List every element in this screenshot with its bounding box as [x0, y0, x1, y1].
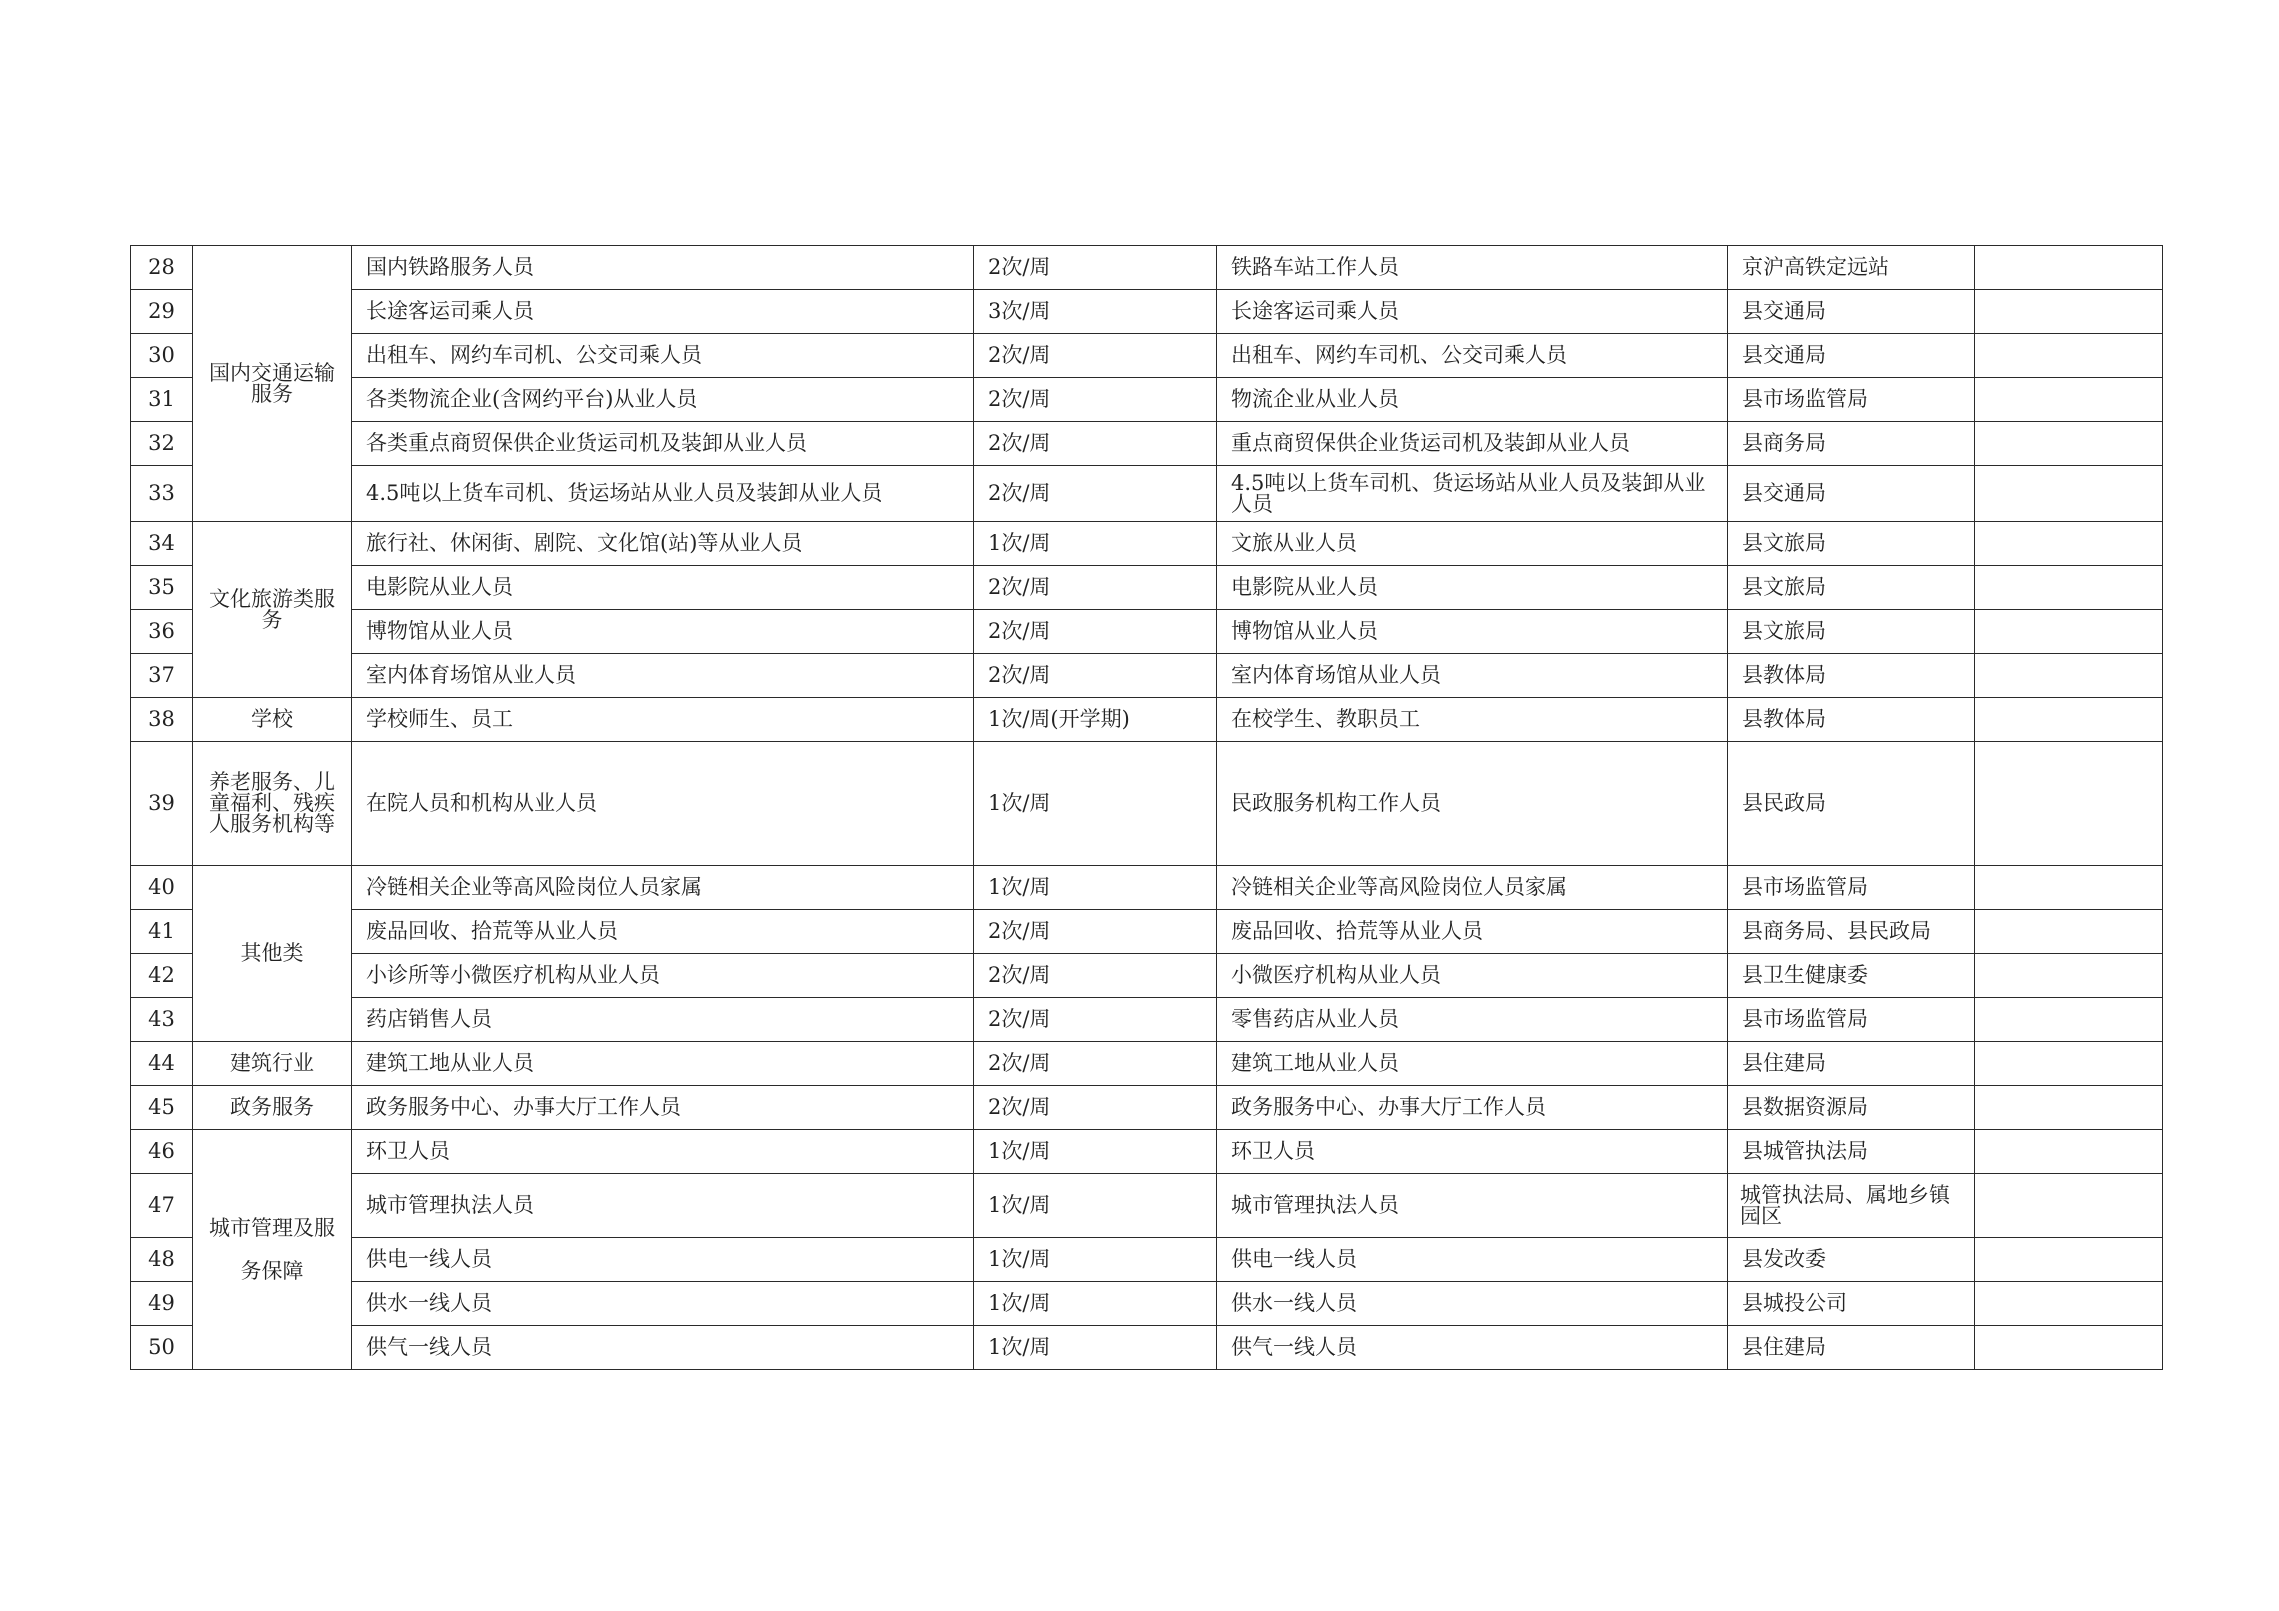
frequency-cell: 2次/周: [974, 1086, 1217, 1130]
target-cell: 在校学生、教职员工: [1217, 698, 1728, 742]
personnel-cell: 供水一线人员: [352, 1282, 974, 1326]
row-number: 30: [131, 334, 193, 378]
personnel-cell: 电影院从业人员: [352, 566, 974, 610]
note-cell: [1975, 1238, 2163, 1282]
category-cell: 城市管理及服务保障: [193, 1130, 352, 1370]
table-row: [131, 1130, 2163, 1174]
department-cell: 县商务局: [1728, 422, 1975, 466]
target-cell: 电影院从业人员: [1217, 566, 1728, 610]
target-cell: 零售药店从业人员: [1217, 998, 1728, 1042]
category-cell: 国内交通运输服务: [193, 246, 352, 522]
personnel-cell: 长途客运司乘人员: [352, 290, 974, 334]
personnel-cell: 城市管理执法人员: [352, 1174, 974, 1238]
table-row: [131, 246, 2163, 290]
row-number: 37: [131, 654, 193, 698]
category-cell: 其他类: [193, 866, 352, 1042]
department-cell: 县住建局: [1728, 1042, 1975, 1086]
target-cell: 环卫人员: [1217, 1130, 1728, 1174]
target-cell: 铁路车站工作人员: [1217, 246, 1728, 290]
table-row: [131, 1282, 2163, 1326]
table-row: [131, 654, 2163, 698]
department-cell: 县教体局: [1728, 698, 1975, 742]
department-cell: 县教体局: [1728, 654, 1975, 698]
frequency-cell: 2次/周: [974, 610, 1217, 654]
row-number: 45: [131, 1086, 193, 1130]
frequency-cell: 2次/周: [974, 334, 1217, 378]
note-cell: [1975, 466, 2163, 522]
frequency-cell: 1次/周: [974, 866, 1217, 910]
personnel-cell: 环卫人员: [352, 1130, 974, 1174]
target-cell: 民政服务机构工作人员: [1217, 742, 1728, 866]
frequency-cell: 1次/周: [974, 1174, 1217, 1238]
target-cell: 博物馆从业人员: [1217, 610, 1728, 654]
row-number: 32: [131, 422, 193, 466]
department-cell: 县民政局: [1728, 742, 1975, 866]
note-cell: [1975, 954, 2163, 998]
frequency-cell: 1次/周: [974, 1130, 1217, 1174]
personnel-cell: 室内体育场馆从业人员: [352, 654, 974, 698]
table-row: [131, 998, 2163, 1042]
note-cell: [1975, 910, 2163, 954]
department-cell: 县城投公司: [1728, 1282, 1975, 1326]
table-row: [131, 422, 2163, 466]
department-cell: 县住建局: [1728, 1326, 1975, 1370]
table-row: [131, 698, 2163, 742]
frequency-cell: 1次/周: [974, 1326, 1217, 1370]
table-row: [131, 1174, 2163, 1238]
table-row: [131, 866, 2163, 910]
note-cell: [1975, 334, 2163, 378]
frequency-cell: 2次/周: [974, 954, 1217, 998]
personnel-cell: 各类重点商贸保供企业货运司机及装卸从业人员: [352, 422, 974, 466]
department-cell: 县商务局、县民政局: [1728, 910, 1975, 954]
department-cell: 县市场监管局: [1728, 998, 1975, 1042]
table-row: [131, 378, 2163, 422]
personnel-cell: 学校师生、员工: [352, 698, 974, 742]
personnel-cell: 博物馆从业人员: [352, 610, 974, 654]
personnel-cell: 小诊所等小微医疗机构从业人员: [352, 954, 974, 998]
row-number: 31: [131, 378, 193, 422]
note-cell: [1975, 1086, 2163, 1130]
note-cell: [1975, 422, 2163, 466]
table-row: [131, 1326, 2163, 1370]
table-row: [131, 566, 2163, 610]
personnel-cell: 建筑工地从业人员: [352, 1042, 974, 1086]
target-cell: 供水一线人员: [1217, 1282, 1728, 1326]
table-row: [131, 1238, 2163, 1282]
note-cell: [1975, 1130, 2163, 1174]
table-row: [131, 742, 2163, 866]
department-cell: 县卫生健康委: [1728, 954, 1975, 998]
row-number: 28: [131, 246, 193, 290]
category-cell: 政务服务: [193, 1086, 352, 1130]
target-cell: 物流企业从业人员: [1217, 378, 1728, 422]
frequency-cell: 2次/周: [974, 422, 1217, 466]
category-cell: 文化旅游类服务: [193, 522, 352, 698]
category-cell: 学校: [193, 698, 352, 742]
frequency-cell: 2次/周: [974, 1042, 1217, 1086]
department-cell: 县城管执法局: [1728, 1130, 1975, 1174]
target-cell: 冷链相关企业等高风险岗位人员家属: [1217, 866, 1728, 910]
personnel-cell: 供电一线人员: [352, 1238, 974, 1282]
note-cell: [1975, 522, 2163, 566]
note-cell: [1975, 1282, 2163, 1326]
personnel-cell: 4.5吨以上货车司机、货运场站从业人员及装卸从业人员: [352, 466, 974, 522]
personnel-cell: 在院人员和机构从业人员: [352, 742, 974, 866]
frequency-cell: 1次/周: [974, 522, 1217, 566]
table-row: [131, 910, 2163, 954]
frequency-cell: 2次/周: [974, 466, 1217, 522]
target-cell: 4.5吨以上货车司机、货运场站从业人员及装卸从业人员: [1217, 466, 1728, 522]
note-cell: [1975, 610, 2163, 654]
frequency-cell: 1次/周: [974, 1238, 1217, 1282]
row-number: 39: [131, 742, 193, 866]
target-cell: 出租车、网约车司机、公交司乘人员: [1217, 334, 1728, 378]
note-cell: [1975, 698, 2163, 742]
row-number: 34: [131, 522, 193, 566]
table-row: [131, 1086, 2163, 1130]
target-cell: 供气一线人员: [1217, 1326, 1728, 1370]
note-cell: [1975, 742, 2163, 866]
note-cell: [1975, 290, 2163, 334]
screening-table: [130, 245, 2163, 1370]
table-row: [131, 1042, 2163, 1086]
note-cell: [1975, 866, 2163, 910]
department-cell: 县交通局: [1728, 466, 1975, 522]
personnel-cell: 国内铁路服务人员: [352, 246, 974, 290]
personnel-cell: 出租车、网约车司机、公交司乘人员: [352, 334, 974, 378]
category-cell: 养老服务、儿童福利、残疾人服务机构等: [193, 742, 352, 866]
frequency-cell: 1次/周: [974, 742, 1217, 866]
target-cell: 长途客运司乘人员: [1217, 290, 1728, 334]
row-number: 38: [131, 698, 193, 742]
frequency-cell: 2次/周: [974, 910, 1217, 954]
department-cell: 县发改委: [1728, 1238, 1975, 1282]
row-number: 35: [131, 566, 193, 610]
row-number: 49: [131, 1282, 193, 1326]
personnel-cell: 旅行社、休闲街、剧院、文化馆(站)等从业人员: [352, 522, 974, 566]
row-number: 33: [131, 466, 193, 522]
department-cell: 县市场监管局: [1728, 378, 1975, 422]
row-number: 46: [131, 1130, 193, 1174]
frequency-cell: 2次/周: [974, 654, 1217, 698]
table-row: [131, 522, 2163, 566]
department-cell: 京沪高铁定远站: [1728, 246, 1975, 290]
note-cell: [1975, 1042, 2163, 1086]
frequency-cell: 1次/周: [974, 1282, 1217, 1326]
note-cell: [1975, 1174, 2163, 1238]
table-row: [131, 466, 2163, 522]
row-number: 48: [131, 1238, 193, 1282]
personnel-cell: 冷链相关企业等高风险岗位人员家属: [352, 866, 974, 910]
table-row: [131, 290, 2163, 334]
department-cell: 县交通局: [1728, 290, 1975, 334]
target-cell: 重点商贸保供企业货运司机及装卸从业人员: [1217, 422, 1728, 466]
personnel-cell: 废品回收、拾荒等从业人员: [352, 910, 974, 954]
row-number: 29: [131, 290, 193, 334]
table-row: [131, 954, 2163, 998]
target-cell: 城市管理执法人员: [1217, 1174, 1728, 1238]
department-cell: 县市场监管局: [1728, 866, 1975, 910]
row-number: 36: [131, 610, 193, 654]
frequency-cell: 2次/周: [974, 998, 1217, 1042]
frequency-cell: 2次/周: [974, 246, 1217, 290]
note-cell: [1975, 246, 2163, 290]
category-cell: 建筑行业: [193, 1042, 352, 1086]
note-cell: [1975, 378, 2163, 422]
department-cell: 县文旅局: [1728, 522, 1975, 566]
row-number: 44: [131, 1042, 193, 1086]
table-row: [131, 610, 2163, 654]
frequency-cell: 3次/周: [974, 290, 1217, 334]
department-cell: 县数据资源局: [1728, 1086, 1975, 1130]
personnel-cell: 政务服务中心、办事大厅工作人员: [352, 1086, 974, 1130]
note-cell: [1975, 566, 2163, 610]
row-number: 42: [131, 954, 193, 998]
frequency-cell: 1次/周(开学期): [974, 698, 1217, 742]
department-cell: 县交通局: [1728, 334, 1975, 378]
note-cell: [1975, 1326, 2163, 1370]
row-number: 50: [131, 1326, 193, 1370]
note-cell: [1975, 998, 2163, 1042]
department-cell: 县文旅局: [1728, 610, 1975, 654]
row-number: 40: [131, 866, 193, 910]
target-cell: 文旅从业人员: [1217, 522, 1728, 566]
personnel-cell: 供气一线人员: [352, 1326, 974, 1370]
personnel-cell: 各类物流企业(含网约平台)从业人员: [352, 378, 974, 422]
table-row: [131, 334, 2163, 378]
target-cell: 供电一线人员: [1217, 1238, 1728, 1282]
department-cell: 城管执法局、属地乡镇园区: [1728, 1174, 1975, 1238]
department-cell: 县文旅局: [1728, 566, 1975, 610]
target-cell: 室内体育场馆从业人员: [1217, 654, 1728, 698]
personnel-cell: 药店销售人员: [352, 998, 974, 1042]
row-number: 47: [131, 1174, 193, 1238]
frequency-cell: 2次/周: [974, 378, 1217, 422]
row-number: 41: [131, 910, 193, 954]
target-cell: 小微医疗机构从业人员: [1217, 954, 1728, 998]
target-cell: 政务服务中心、办事大厅工作人员: [1217, 1086, 1728, 1130]
frequency-cell: 2次/周: [974, 566, 1217, 610]
note-cell: [1975, 654, 2163, 698]
target-cell: 建筑工地从业人员: [1217, 1042, 1728, 1086]
target-cell: 废品回收、拾荒等从业人员: [1217, 910, 1728, 954]
row-number: 43: [131, 998, 193, 1042]
